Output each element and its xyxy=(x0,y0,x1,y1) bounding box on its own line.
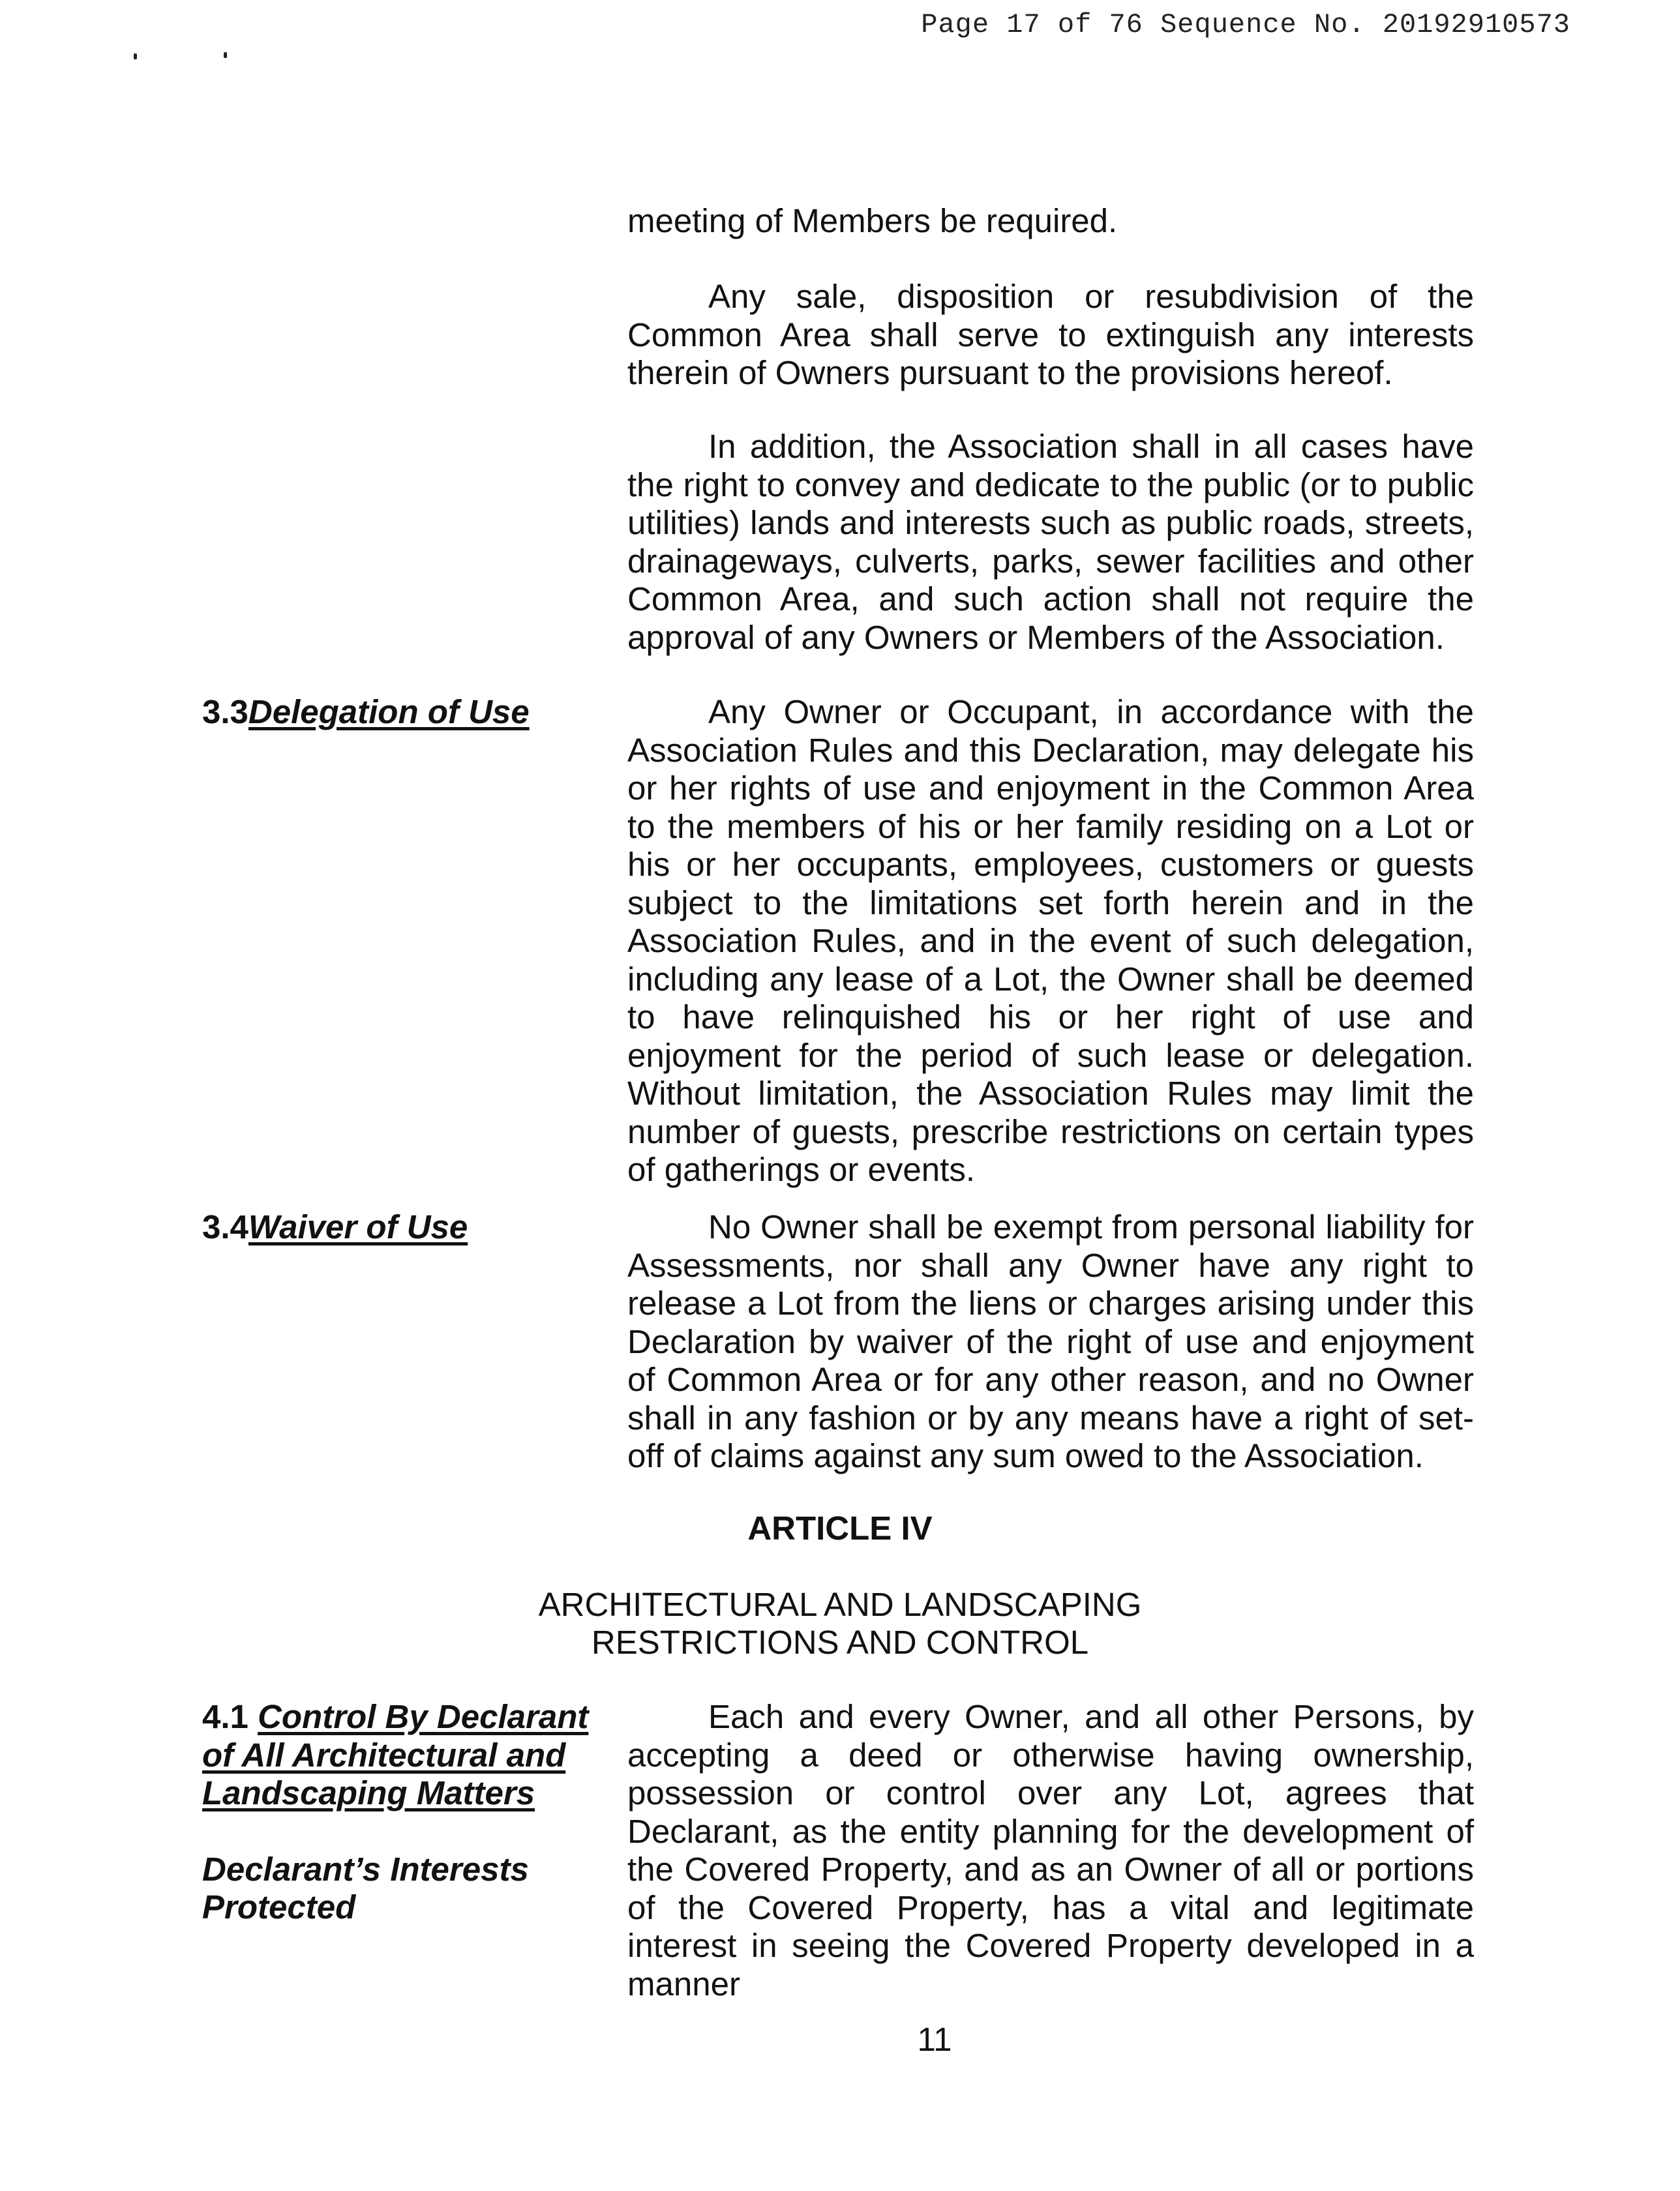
section-heading-3-4 xyxy=(202,1208,593,1247)
section-number: 3.3 xyxy=(202,693,248,730)
paragraph-delegation-of-use xyxy=(627,693,1474,1189)
article-title-line-1: ARCHITECTURAL AND LANDSCAPING xyxy=(538,1586,1142,1623)
section-title-line-3: Landscaping Matters xyxy=(202,1774,535,1811)
paragraph-text: In addition, the Association shall in all cases have the right to convey and dedicate to the public (or to public utilities) lands and interests such as public roads, streets, drainageways, culverts, parks, sewer facilities and other Common Area, and such action shall not require the approval of any Owners or Members of the Association. xyxy=(627,428,1474,656)
scan-speck-2 xyxy=(224,52,227,58)
paragraph-text: Any Owner or Occupant, in accordance with the Association Rules and this Declaration, may delegate his or her rights of use and enjoyment in the Common Area to the members of his or her family residing on a Lot or his or her occupants, employees, customers or guests subject to the limitations set forth herein and in the Association Rules, and in the event of such delegation, including any lease of a Lot, the Owner shall be deemed to have relinquished his or her right of use and enjoyment for the period of such lease or delegation. Without limitation, the Association Rules may limit the number of guests, prescribe restrictions on certain types of gatherings or events. xyxy=(627,693,1474,1188)
section-number: 4.1 xyxy=(202,1698,248,1735)
paragraph-common-area-sale xyxy=(627,278,1474,393)
scan-specks xyxy=(134,52,232,65)
article-label: ARTICLE IV xyxy=(747,1510,933,1547)
section-title: Delegation of Use xyxy=(248,693,530,730)
paragraph-text: meeting of Members be required. xyxy=(627,202,1118,239)
paragraph-meeting-required xyxy=(627,202,1474,241)
scan-speck-1 xyxy=(134,53,137,59)
article-title-line-2: RESTRICTIONS AND CONTROL xyxy=(591,1624,1089,1661)
section-title: Waiver of Use xyxy=(248,1208,468,1245)
section-title: Control By Declarant xyxy=(258,1698,589,1735)
section-title-line-2: of All Architectural and xyxy=(202,1736,566,1774)
paragraph-text: Any sale, disposition or resubdivision of the Common Area shall serve to extinguish any interests therein of Owners pursuant to the provisions hereof. xyxy=(627,278,1474,391)
page-number: 11 xyxy=(917,2021,952,2058)
section-heading-3-3 xyxy=(202,693,593,732)
margin-note-line-1: Declarant’s Interests xyxy=(202,1850,529,1888)
paragraph-text: No Owner shall be exempt from personal liability for Assessments, nor shall any Owner have any right to release a Lot from the liens or charges arising under this Declaration by waiver of the right of use and enjoyment of Common Area or for any other reason, and no Owner shall in any fashion or by any means have a right of set-off of claims against any sum owed to the Association. xyxy=(627,1208,1474,1474)
section-number: 3.4 xyxy=(202,1208,248,1245)
paragraph-text: Each and every Owner, and all other Persons, by accepting a deed or otherwise having ownership, possession or control over any Lot, agrees that Declarant, as the entity planning for the development of the Covered Property, and as an Owner of all or portions of the Covered Property, has a vital and legitimate interest in seeing the Covered Property developed in a manner xyxy=(627,1698,1474,2003)
spacer xyxy=(202,1813,593,1851)
page-sequence-header: Page 17 of 76 Sequence No. 20192910573 xyxy=(921,9,1570,40)
paragraph-waiver-of-use xyxy=(627,1208,1474,1476)
section-heading-4-1 xyxy=(202,1698,593,1927)
paragraph-control-by-declarant xyxy=(627,1698,1474,2003)
paragraph-convey-dedicate xyxy=(627,428,1474,657)
margin-note-line-2: Protected xyxy=(202,1888,356,1926)
section-title-line-1 xyxy=(202,1698,593,1736)
